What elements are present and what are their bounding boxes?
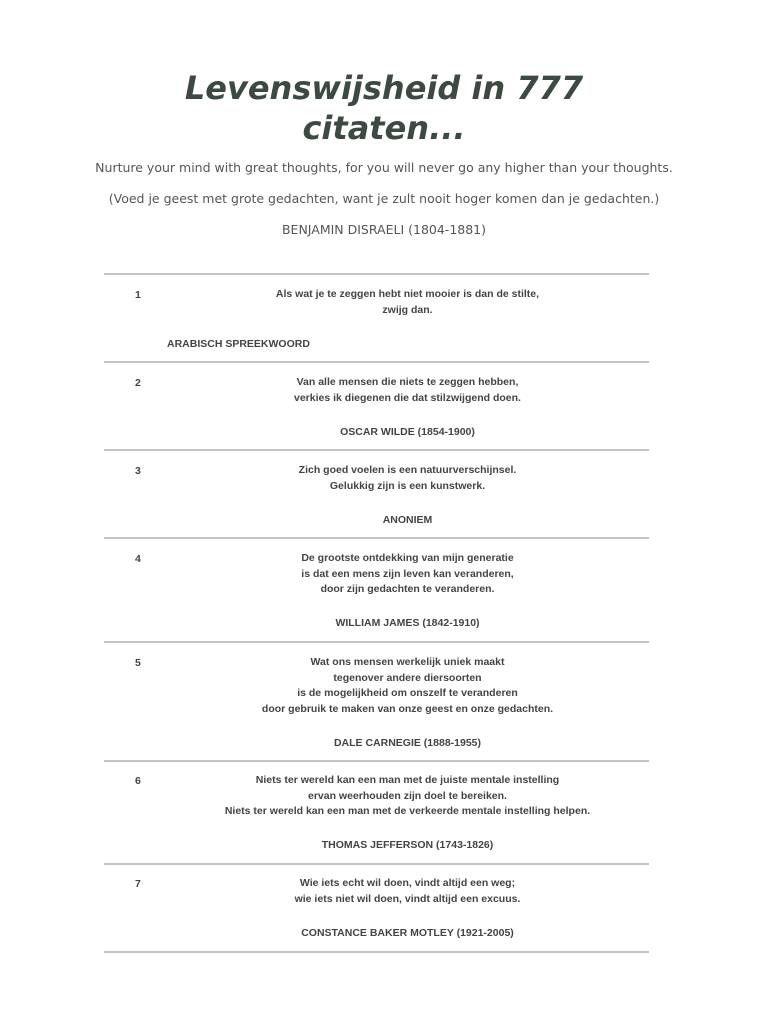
quote-line: De grootste ontdekking van mijn generatie: [301, 552, 514, 564]
quote-text: [160, 551, 655, 598]
page-title: [0, 68, 768, 148]
quote-text: [160, 876, 655, 907]
quote-number: 4: [135, 553, 141, 565]
quote-line: verkies ik diegenen die dat stilzwijgend doen.: [294, 391, 521, 404]
divider: [104, 273, 649, 275]
quote-line: is de mogelijkheid om onszelf te veranderen: [297, 687, 518, 699]
divider: [104, 361, 649, 363]
divider: [104, 449, 649, 451]
quote-line: Niets ter wereld kan een man met de verkeerde mentale instelling helpen.: [224, 805, 591, 817]
quote-line: door gebruik te maken van onze geest en onze gedachten.: [261, 702, 554, 715]
quote-author: THOMAS JEFFERSON (1743-1826): [321, 839, 494, 851]
quote-number: 5: [135, 657, 141, 669]
quote-text: [160, 655, 655, 717]
quote-line: Zich goed voelen is een natuurverschijnsel.: [298, 464, 517, 476]
quote-author: ARABISCH SPREEKWOORD: [167, 338, 310, 350]
divider: [104, 951, 649, 953]
quote-text: [160, 773, 655, 820]
quote-author: WILLIAM JAMES (1842-1910): [335, 617, 480, 629]
quote-text: [160, 375, 655, 406]
intro-quote-english: Nurture your mind with great thoughts, for you will never go any higher than your thoughts.: [95, 160, 673, 175]
quote-text: [160, 287, 655, 318]
quote-line: Als wat je te zeggen hebt niet mooier is dan de stilte,: [275, 288, 540, 300]
divider: [104, 641, 649, 643]
quote-line: is dat een mens zijn leven kan veranderen,: [301, 567, 514, 580]
quote-text: [160, 463, 655, 494]
quote-line: ervan weerhouden zijn doel te bereiken.: [308, 789, 507, 802]
quote-line: Gelukkig zijn is een kunstwerk.: [329, 479, 486, 492]
quote-line: Niets ter wereld kan een man met de juiste mentale instelling: [255, 774, 560, 786]
divider: [104, 537, 649, 539]
page-title-line-1: Levenswijsheid in 777: [184, 69, 584, 107]
quote-number: 7: [135, 878, 141, 890]
quote-number: 2: [135, 377, 141, 389]
quote-line: zwijg dan.: [382, 303, 433, 316]
intro-quote-dutch: (Voed je geest met grote gedachten, want je zult nooit hoger komen dan je gedachten.): [108, 191, 660, 206]
quote-author: DALE CARNEGIE (1888-1955): [333, 737, 482, 749]
page-title-line-2: citaten...: [302, 109, 466, 147]
quote-number: 1: [135, 289, 141, 301]
quote-line: Wie iets echt wil doen, vindt altijd een weg;: [299, 877, 516, 889]
quote-line: Wat ons mensen werkelijk uniek maakt: [310, 656, 505, 668]
quote-line: Van alle mensen die niets te zeggen hebben,: [296, 376, 519, 388]
quote-line: tegenover andere diersoorten: [333, 671, 482, 684]
quote-author: OSCAR WILDE (1854-1900): [340, 426, 475, 438]
quote-line: wie iets niet wil doen, vindt altijd een excuus.: [294, 892, 521, 905]
quote-author: ANONIEM: [382, 514, 433, 526]
divider: [104, 760, 649, 762]
quote-number: 3: [135, 465, 141, 477]
divider: [104, 863, 649, 865]
quote-line: door zijn gedachten te veranderen.: [320, 583, 495, 595]
quote-number: 6: [135, 775, 141, 787]
intro-quote-author: BENJAMIN DISRAELI (1804-1881): [281, 222, 487, 237]
quote-author: CONSTANCE BAKER MOTLEY (1921-2005): [301, 927, 514, 939]
